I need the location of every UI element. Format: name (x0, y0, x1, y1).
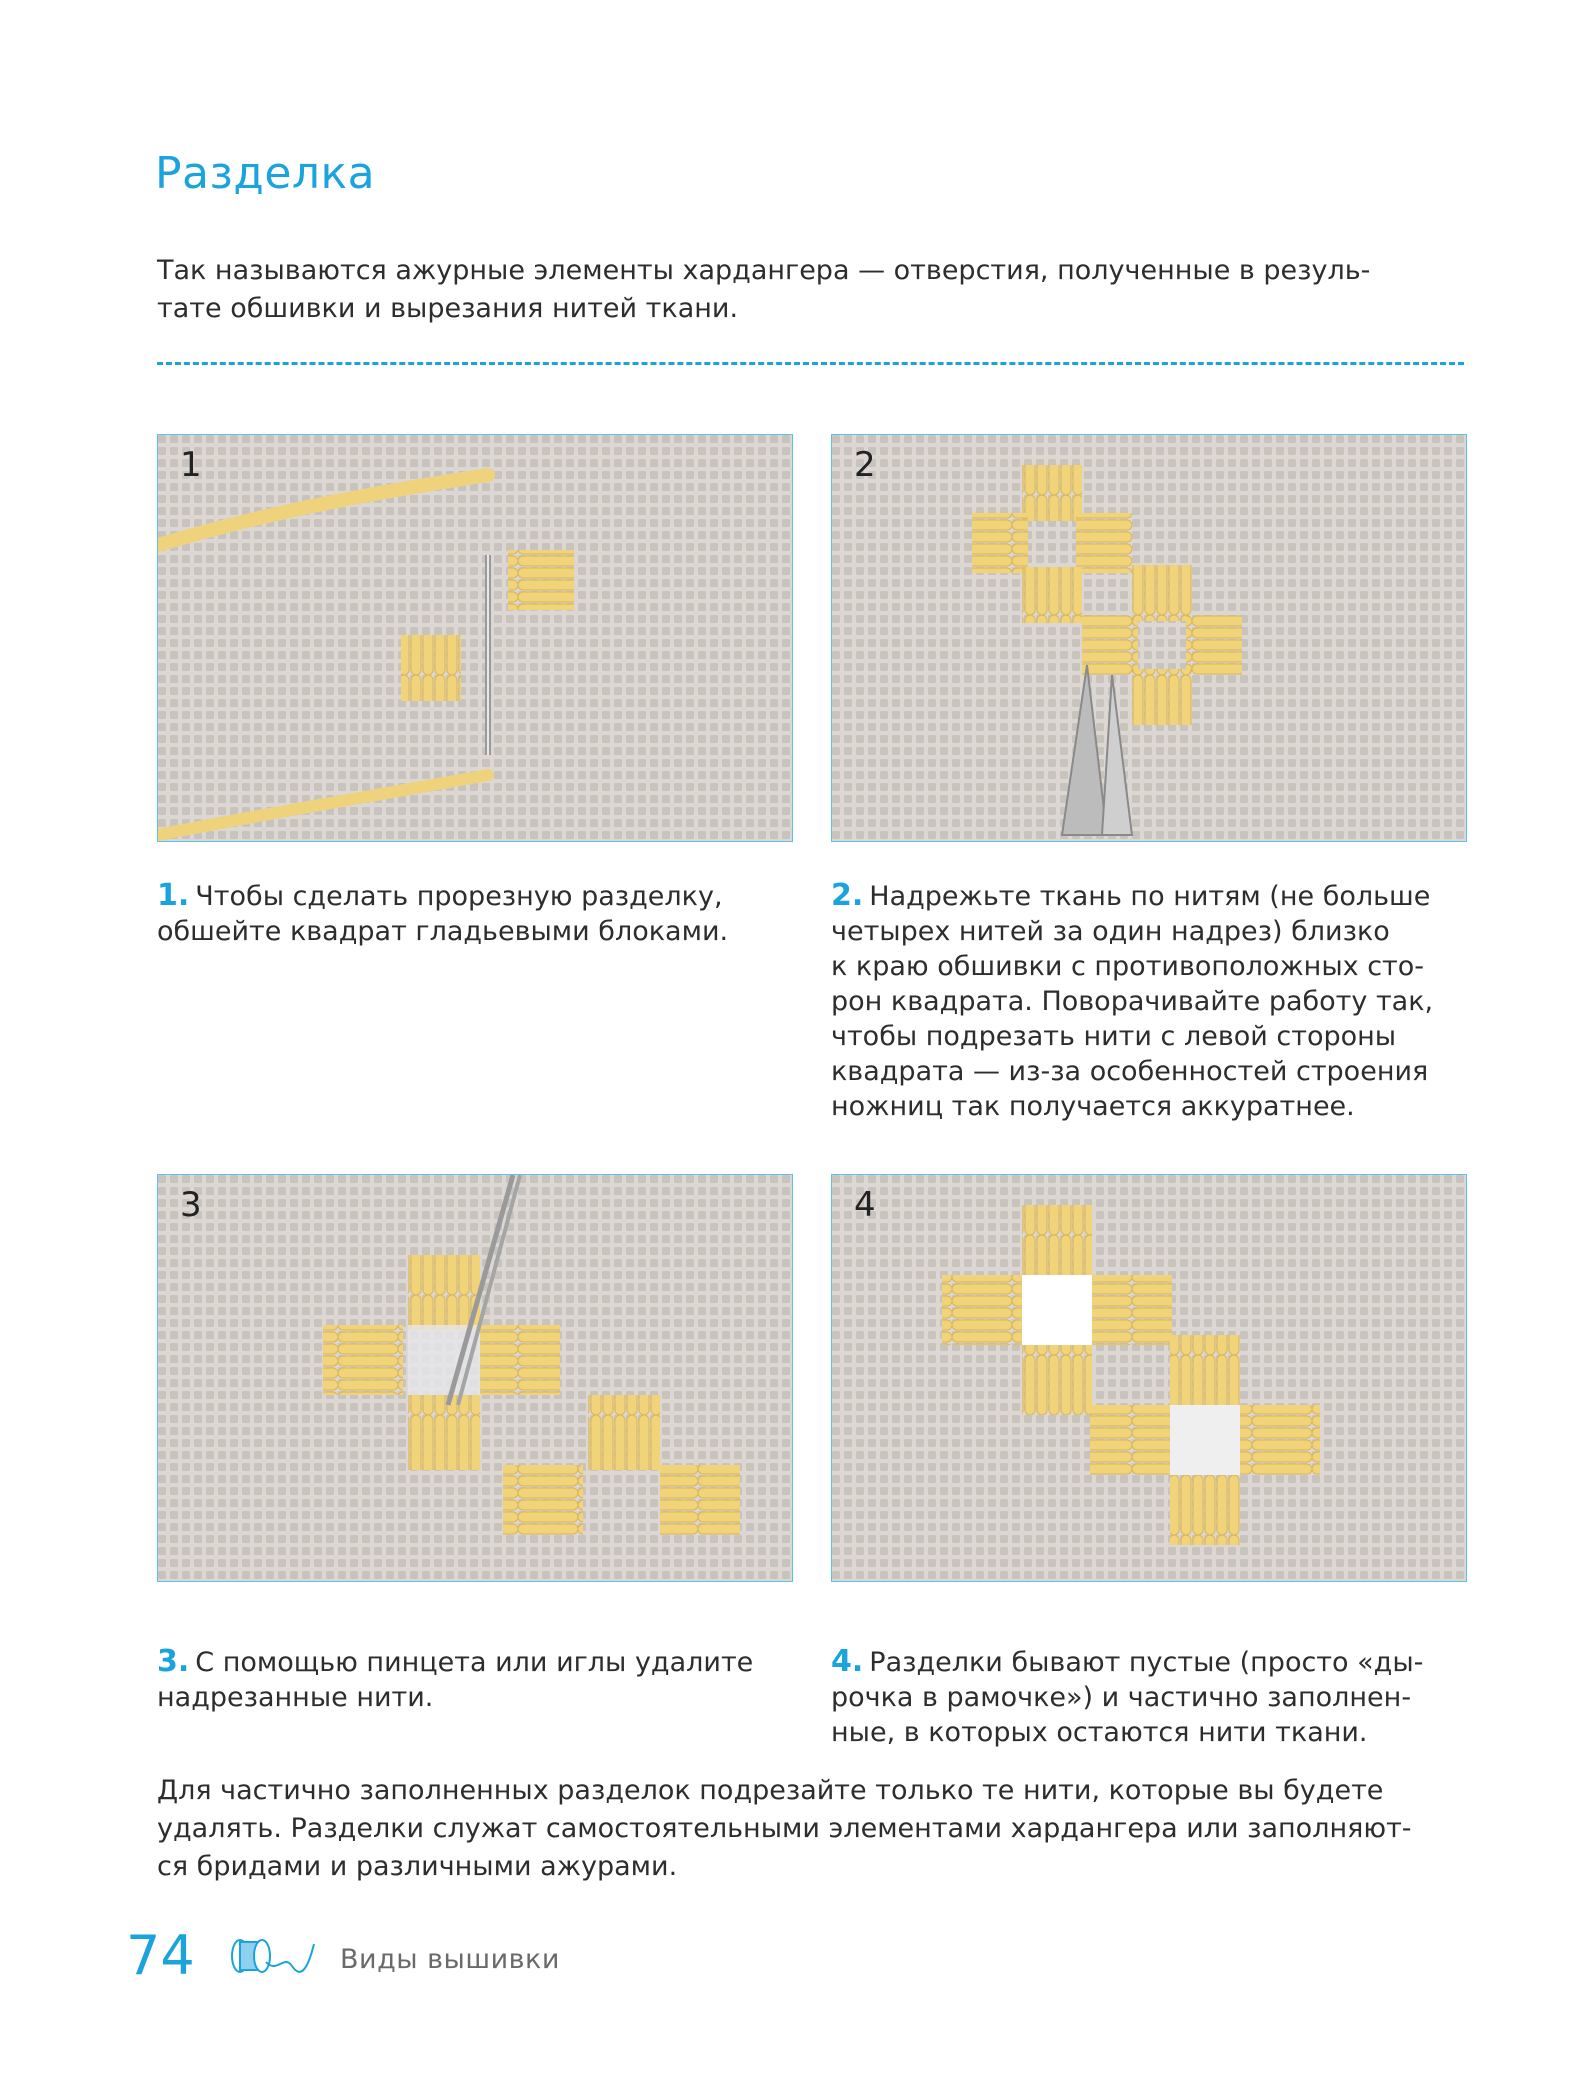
page-title: Разделка (155, 148, 376, 199)
caption-line: ные, в которых остаются нити ткани. (831, 1717, 1368, 1748)
outro-text (157, 1772, 1467, 1886)
outro-line: ся бридами и различными ажурами. (157, 1851, 678, 1882)
caption-line: Чтобы сделать прорезную разделку, (195, 881, 723, 912)
step-2-caption (831, 878, 1471, 1124)
step-number: 4 (854, 1185, 876, 1225)
dashed-divider (157, 362, 1464, 365)
step-2-photo (831, 434, 1467, 842)
step-number: 2 (854, 445, 876, 485)
caption-line: рочка в рамочке») и частично заполнен- (831, 1682, 1412, 1713)
step-number: 3 (180, 1185, 202, 1225)
intro-line: тате обшивки и вырезания нитей ткани. (157, 293, 739, 324)
outro-line: Для частично заполненных разделок подрезайте только те нити, которые вы будете (157, 1775, 1384, 1806)
section-label: Виды вышивки (340, 1944, 560, 1975)
caption-line: четырех нитей за один надрез) близко (831, 916, 1390, 947)
caption-line: надрезанные нити. (157, 1682, 434, 1713)
step-4-photo (831, 1174, 1467, 1582)
step-1-caption (157, 878, 797, 949)
caption-line: чтобы подрезать нити с левой стороны (831, 1021, 1397, 1052)
outro-line: удалять. Разделки служат самостоятельными элементами хардангера или заполняют- (157, 1813, 1412, 1844)
caption-line: рон квадрата. Поворачивайте работу так, (831, 986, 1434, 1017)
caption-line: к краю обшивки с противоположных сто- (831, 951, 1425, 982)
intro-text (157, 252, 1457, 328)
thread-spool-icon (222, 1934, 322, 1982)
caption-line: квадрата — из-за особенностей строения (831, 1056, 1429, 1087)
step-4-caption (831, 1644, 1471, 1750)
step-lead: 1. (157, 878, 190, 913)
page-number: 74 (126, 1924, 195, 1987)
caption-line: Надрежьте ткань по нитям (не больше (869, 881, 1431, 912)
caption-line: С помощью пинцета или иглы удалите (195, 1647, 754, 1678)
caption-line: Разделки бывают пустые (просто «ды- (869, 1647, 1424, 1678)
step-lead: 4. (831, 1644, 864, 1679)
step-3-caption (157, 1644, 797, 1715)
step-1-photo (157, 434, 793, 842)
step-3-photo (157, 1174, 793, 1582)
caption-line: обшейте квадрат гладьевыми блоками. (157, 916, 729, 947)
step-lead: 2. (831, 878, 864, 913)
step-number: 1 (180, 445, 202, 485)
caption-line: ножниц так получается аккуратнее. (831, 1091, 1355, 1122)
intro-line: Так называются ажурные элементы хардангера — отверстия, полученные в резуль- (157, 255, 1371, 286)
step-lead: 3. (157, 1644, 190, 1679)
